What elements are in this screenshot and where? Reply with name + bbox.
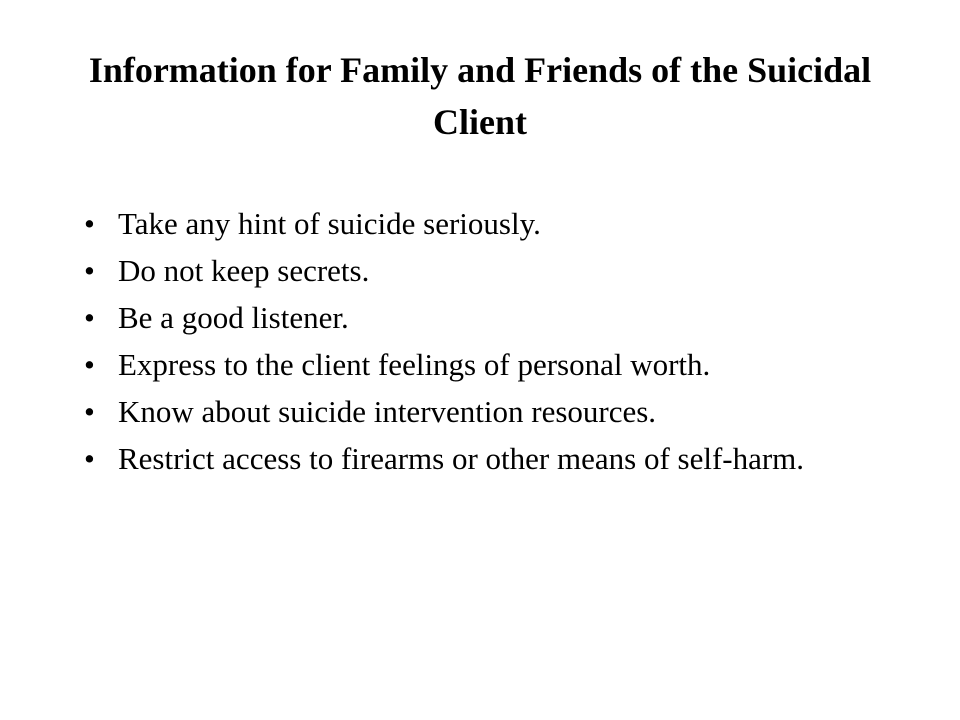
list-item <box>84 253 884 289</box>
bullet-icon: • <box>84 300 95 335</box>
bullet-text: Express to the client feelings of personal worth. <box>118 347 711 382</box>
bullet-text: Know about suicide intervention resources. <box>118 394 657 429</box>
list-item <box>84 300 884 336</box>
bullet-icon: • <box>84 441 95 476</box>
list-item <box>84 441 884 477</box>
list-item <box>84 394 884 430</box>
bullet-icon: • <box>84 347 95 382</box>
list-item <box>84 206 884 242</box>
bullet-list <box>84 206 884 488</box>
slide-title: Information for Family and Friends of the Suicidal Client <box>88 50 872 142</box>
bullet-text: Take any hint of suicide seriously. <box>118 206 541 241</box>
bullet-icon: • <box>84 253 95 288</box>
bullet-icon: • <box>84 206 95 241</box>
list-item <box>84 347 884 383</box>
bullet-icon: • <box>84 394 95 429</box>
bullet-text: Do not keep secrets. <box>118 253 370 288</box>
bullet-text: Be a good listener. <box>118 300 349 335</box>
bullet-text: Restrict access to firearms or other means of self-harm. <box>118 441 805 476</box>
